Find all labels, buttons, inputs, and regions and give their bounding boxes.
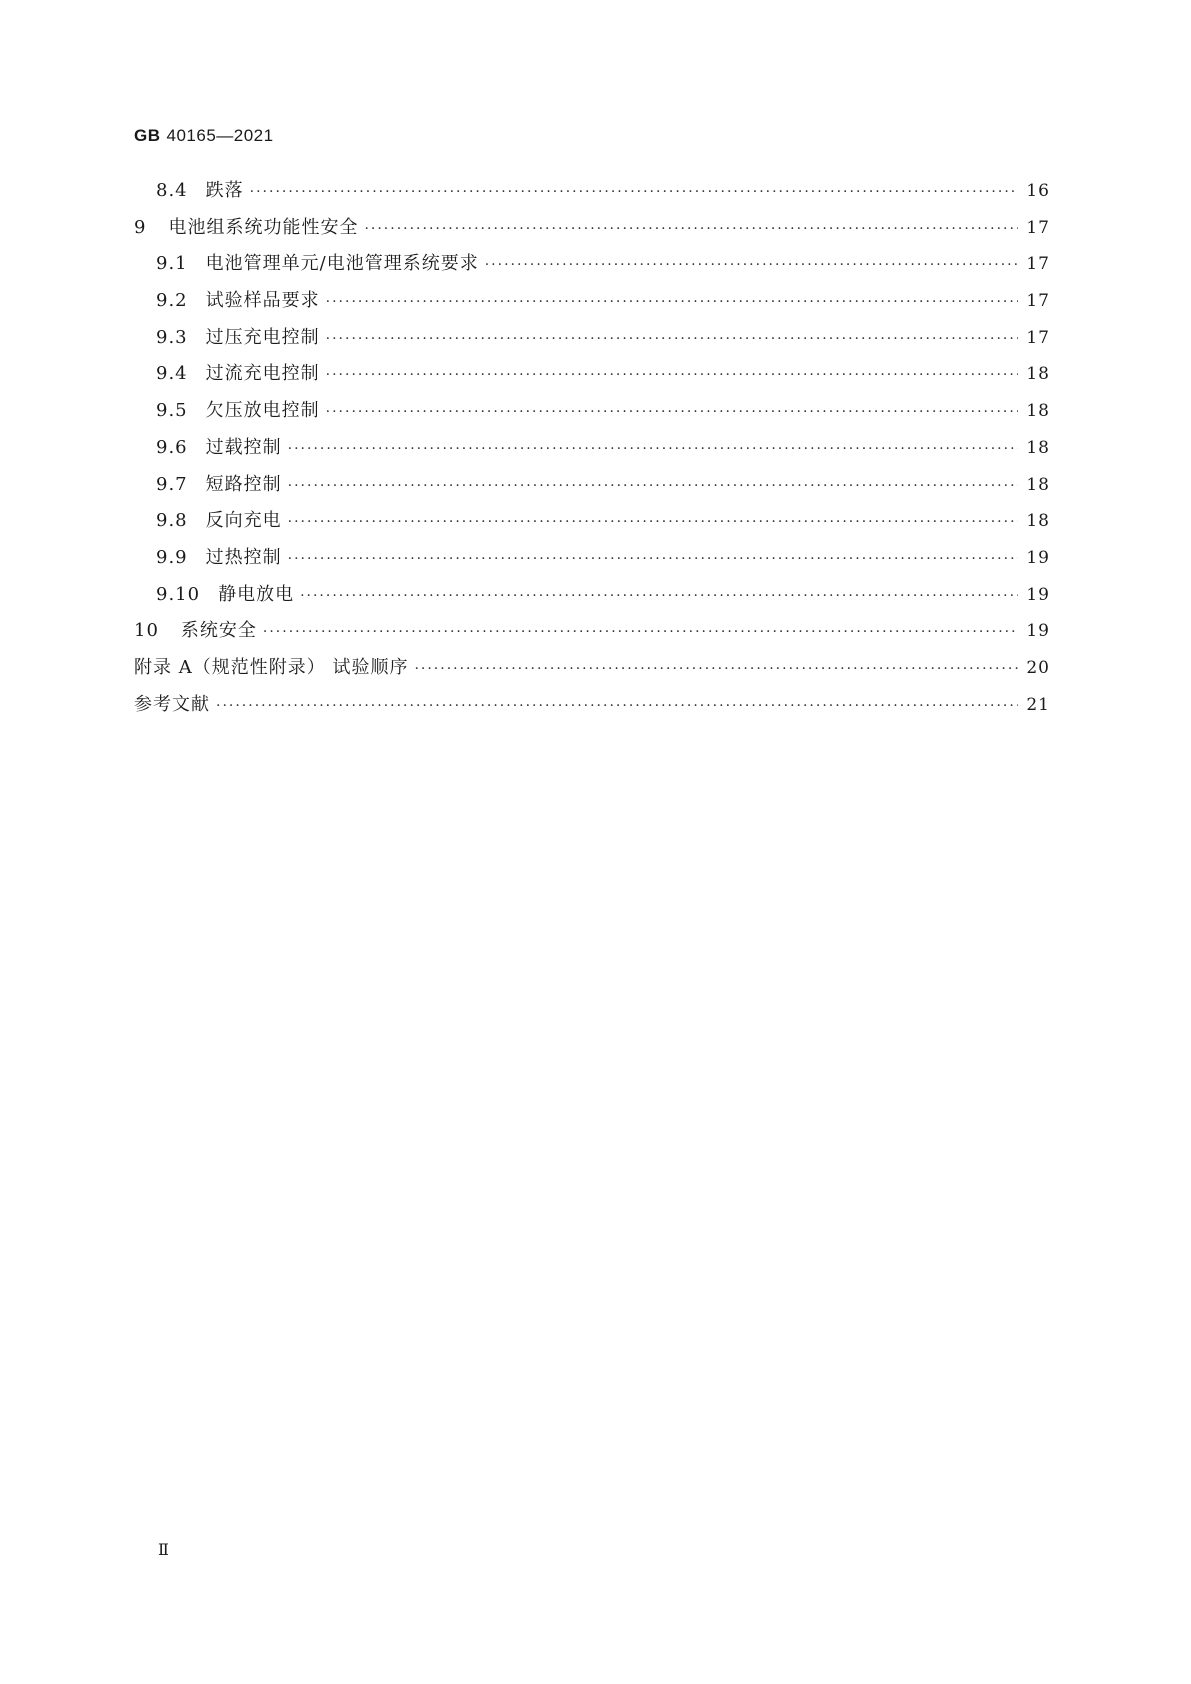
toc-entry-title: 系统安全 <box>180 620 257 642</box>
toc-entry[interactable] <box>134 653 1050 690</box>
toc-entry-page: 17 <box>1026 254 1050 275</box>
toc-entry[interactable] <box>134 470 1050 507</box>
toc-dot-leader <box>326 404 1019 420</box>
toc-entry-number: 8.4 <box>156 180 188 201</box>
toc-entry-page: 19 <box>1026 584 1050 605</box>
toc-entry-page: 20 <box>1026 657 1050 678</box>
toc-dot-leader <box>216 698 1018 714</box>
toc-entry-page: 16 <box>1026 181 1050 201</box>
toc-entry[interactable] <box>134 176 1050 213</box>
toc-entry-page: 18 <box>1026 401 1050 422</box>
toc-entry[interactable] <box>134 359 1050 396</box>
toc-entry-title: 电池组系统功能性安全 <box>168 216 359 238</box>
toc-entry-title: 过载控制 <box>205 436 282 458</box>
toc-entry-number: 9.7 <box>156 473 188 495</box>
document-header <box>134 126 274 146</box>
toc-entry[interactable] <box>134 433 1050 470</box>
toc-entry[interactable] <box>134 396 1050 433</box>
toc-entry-title: 参考文献 <box>134 693 210 715</box>
toc-dot-leader <box>414 661 1018 677</box>
toc-entry-title: 短路控制 <box>205 473 282 495</box>
toc-entry-page: 19 <box>1026 621 1050 642</box>
toc-entry-number: 9.5 <box>156 400 188 422</box>
toc-entry-title: 静电放电 <box>218 583 295 605</box>
standard-number: 40165—2021 <box>166 126 274 145</box>
toc-entry-title: 电池管理单元/电池管理系统要求 <box>205 253 479 275</box>
toc-dot-leader <box>485 257 1019 273</box>
toc-entry[interactable] <box>134 286 1050 323</box>
toc-entry-number: 9.10 <box>156 583 201 605</box>
toc-dot-leader <box>326 367 1019 383</box>
toc-entry-number: 9.4 <box>156 363 188 385</box>
toc-entry-title: 过热控制 <box>205 546 282 568</box>
toc-dot-leader <box>300 588 1018 604</box>
toc-entry[interactable] <box>134 506 1050 543</box>
toc-entry-page: 18 <box>1026 437 1050 458</box>
toc-dot-leader <box>288 478 1019 494</box>
toc-entry-page: 17 <box>1026 291 1050 312</box>
toc-entry-page: 18 <box>1026 364 1050 385</box>
toc-entry-page: 17 <box>1026 327 1050 348</box>
toc-entry-page: 19 <box>1026 547 1050 568</box>
toc-entry-number: 10 <box>134 620 159 642</box>
toc-entry-page: 18 <box>1026 511 1050 532</box>
toc-entry[interactable] <box>134 580 1050 617</box>
toc-entry-number: 9.8 <box>156 510 188 532</box>
toc-entry-number: 9.6 <box>156 436 188 458</box>
toc-entry-page: 21 <box>1026 694 1050 715</box>
toc-dot-leader <box>364 221 1018 237</box>
toc-dot-leader <box>250 184 1019 200</box>
toc-dot-leader <box>288 551 1019 567</box>
toc-dot-leader <box>326 294 1019 310</box>
toc-entry[interactable] <box>134 616 1050 653</box>
toc-entry[interactable] <box>134 323 1050 360</box>
toc-dot-leader <box>288 441 1019 457</box>
toc-entry-number: 9 <box>134 216 147 238</box>
toc-entry-title: 试验样品要求 <box>205 290 320 312</box>
toc-dot-leader <box>288 514 1019 530</box>
standard-code: GB <box>134 126 161 145</box>
toc-entry-number: 9.3 <box>156 326 188 348</box>
toc-entry-title: 过压充电控制 <box>205 326 320 348</box>
toc-entry[interactable] <box>134 213 1050 250</box>
toc-entry-number: 9.9 <box>156 546 188 568</box>
toc-entry-page: 18 <box>1026 474 1050 495</box>
toc-dot-leader <box>263 624 1018 640</box>
toc-entry-number: 9.2 <box>156 290 188 312</box>
toc-entry-title: 反向充电 <box>205 510 282 532</box>
toc-entry-title: 过流充电控制 <box>205 363 320 385</box>
page-number: Ⅱ <box>158 1540 169 1559</box>
toc-entry-title: 附录 A（规范性附录） 试验顺序 <box>134 656 409 678</box>
table-of-contents <box>134 176 1050 726</box>
toc-entry[interactable] <box>134 543 1050 580</box>
toc-entry-number: 9.1 <box>156 253 188 275</box>
toc-dot-leader <box>326 331 1019 347</box>
toc-entry[interactable] <box>134 249 1050 286</box>
toc-entry-title: 欠压放电控制 <box>205 400 320 422</box>
toc-entry-title: 跌落 <box>205 180 244 201</box>
toc-entry[interactable] <box>134 690 1050 727</box>
toc-entry-page: 17 <box>1026 217 1050 238</box>
